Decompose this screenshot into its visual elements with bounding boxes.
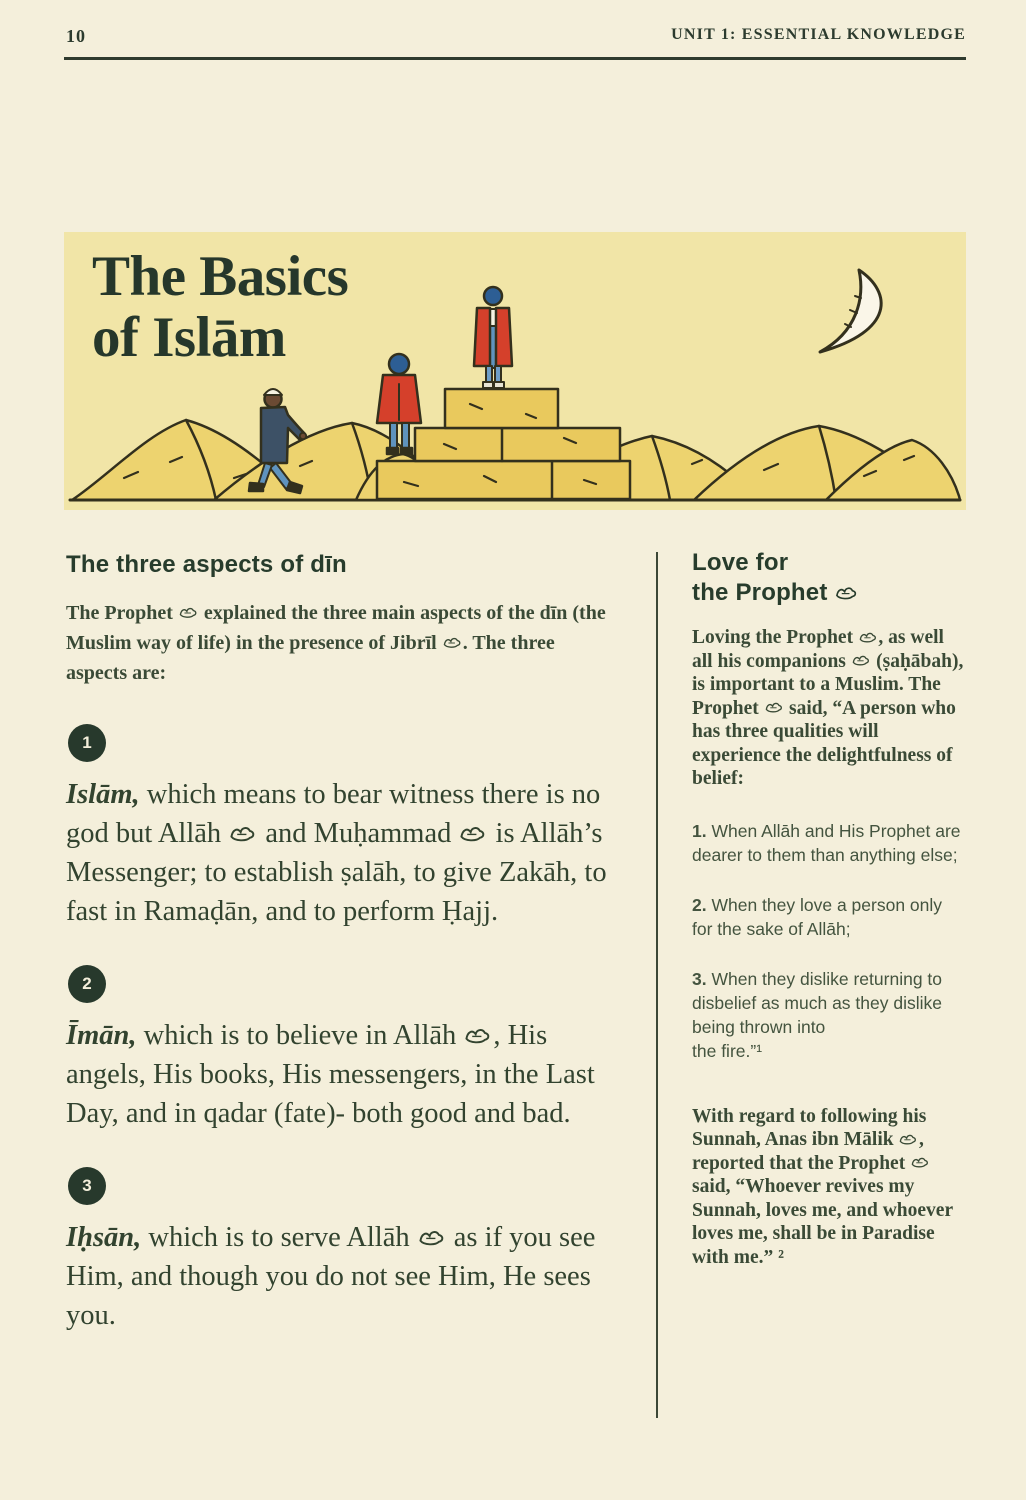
number-badge-3: 3 (68, 1167, 106, 1205)
quality-item-2-number: 2. (692, 894, 707, 915)
point-ihsan-text: which is to serve Allāh as if you see Him, and though you do not see Him, He sees you. (66, 1222, 596, 1331)
point-iman-lead: Īmān, (66, 1020, 137, 1051)
quality-item-1-text: When Allāh and His Prophet are dearer to them than anything else; (692, 820, 961, 865)
number-badge-2: 2 (68, 965, 106, 1003)
quality-item-2-text: When they love a person only for the sake of Allāh; (692, 894, 943, 939)
honorific-saw-icon (858, 630, 878, 644)
quality-item-1-number: 1. (692, 820, 707, 841)
quality-item-2 (692, 893, 964, 941)
point-islam (66, 775, 614, 931)
honorific-swt-icon (463, 1025, 493, 1046)
section-heading-love-for-prophet (692, 548, 964, 608)
honorific-saw-icon (834, 584, 859, 601)
intro-paragraph: The Prophet explained the three main aspects of the dīn (the Muslim way of life) in the presence of Jibrīl . The three aspects are: (66, 602, 606, 684)
unit-title: UNIT 1: ESSENTIAL KNOWLEDGE (671, 26, 966, 43)
honorific-ra-icon (898, 1132, 918, 1146)
honorific-saw-icon (178, 605, 199, 619)
love-paragraph: Loving the Prophet , as well all his companions (ṣaḥābah), is important to a Muslim. The Prophet said, “A person who has three qualities will experience the delightfulness of belief: (692, 627, 964, 789)
honorific-swt-icon (228, 823, 258, 844)
point-islam-text: which means to bear witness there is no god but Allāh and Muḥammad is Allāh’s Messenger; to establish ṣalāh, to give Zakāh, to fast in Ramaḍān, and to perform Ḥajj. (66, 779, 607, 927)
honorific-swt-icon (417, 1227, 447, 1248)
honorific-ra-icon (851, 653, 871, 667)
right-column (692, 548, 964, 1297)
honorific-saw-icon (458, 823, 488, 844)
honorific-saw-icon (910, 1155, 930, 1169)
point-islam-lead: Islām, (66, 779, 140, 810)
left-column (66, 550, 618, 1369)
title-line-1: The Basics (92, 245, 349, 308)
point-ihsan (66, 1218, 614, 1335)
sunnah-paragraph: With regard to following his Sunnah, Anas ibn Mālik , reported that the Prophet said, “Whoever revives my Sunnah, loves me, and whoever loves me, shall be in Paradise with me.” ² (692, 1105, 953, 1268)
page-title (92, 246, 348, 368)
heading-line-1: Love for (692, 549, 789, 576)
title-line-2: of Islām (92, 306, 286, 369)
number-badge-1: 1 (68, 724, 106, 762)
title-banner (64, 232, 966, 510)
header-rule (64, 57, 966, 60)
quality-item-3-text: When they dislike returning to disbelief as much as they dislike being thrown into the fire.”¹ (692, 968, 943, 1061)
heading-line-2: the Prophet (692, 578, 964, 608)
column-divider (656, 552, 658, 1418)
section-heading-three-aspects: The three aspects of dīn (66, 551, 347, 578)
quality-item-3-number: 3. (692, 968, 707, 989)
point-iman-text: which is to believe in Allāh , His angels, His books, His messengers, in the Last Day, and in qadar (fate)- both good and bad. (66, 1020, 595, 1129)
point-iman (66, 1016, 614, 1133)
quality-item-1 (692, 819, 964, 867)
point-ihsan-lead: Iḥsān, (66, 1222, 142, 1253)
page-number: 10 (66, 26, 86, 46)
honorific-saw-icon (764, 700, 784, 714)
honorific-as-icon (442, 635, 463, 649)
quality-item-3 (692, 967, 964, 1063)
